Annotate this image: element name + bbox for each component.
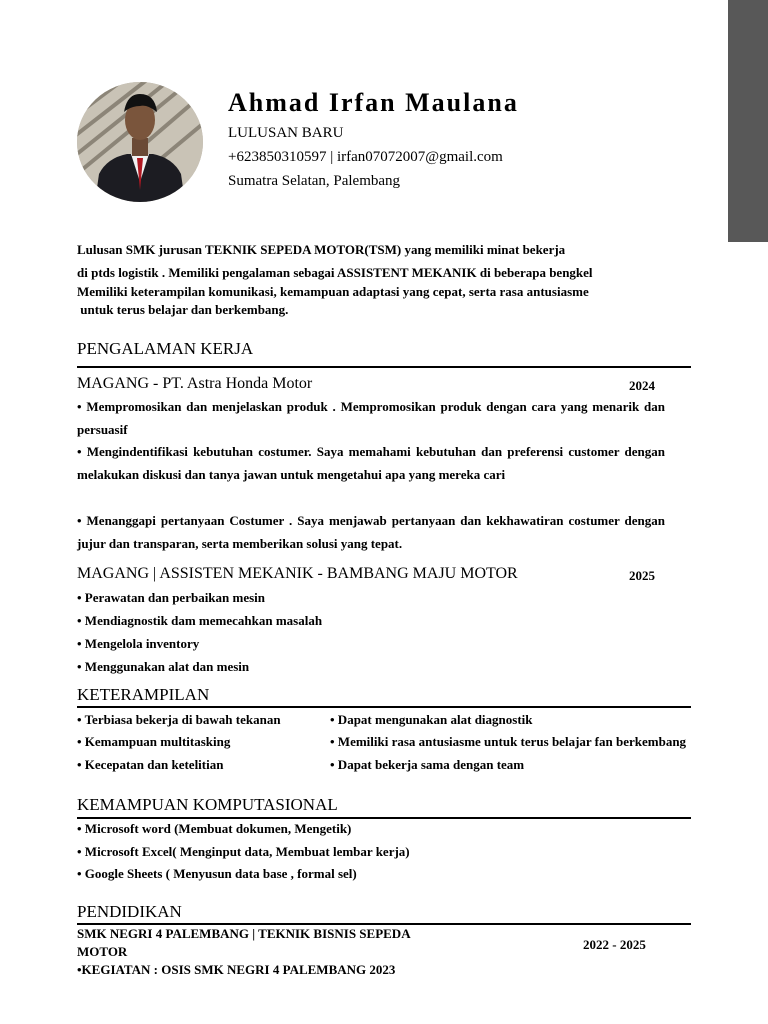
skill-item: • Memiliki rasa antusiasme untuk terus belajar fan berkembang (330, 734, 687, 749)
job-title: MAGANG | ASSISTEN MEKANIK - BAMBANG MAJU MOTOR (77, 565, 518, 582)
job-year: 2025 (629, 568, 655, 583)
location-line: Sumatra Selatan, Palembang (228, 173, 401, 189)
summary-line: Memiliki keterampilan komunikasi, kemampuan adaptasi yang cepat, serta rasa antusiasme (77, 284, 589, 299)
computing-section-title: KEMAMPUAN KOMPUTASIONAL (77, 795, 338, 814)
role-line: LULUSAN BARU (228, 125, 344, 141)
school-name-cont: MOTOR (77, 944, 128, 959)
skill-item: • Dapat bekerja sama dengan team (330, 757, 525, 772)
job-bullet: • Menanggapi pertanyaan Costumer . Saya menjawab pertanyaan dan kekhawatiran costumer dengan jujur dan transparan, serta memberikan solusi yang tepat. (77, 513, 665, 551)
job-bullet: • Mengindentifikasi kebutuhan costumer. Saya memahami kebutuhan dan preferensi customer dengan melakukan diskusi dan tanya jawan untuk mengetahui apa yang mereka cari (77, 444, 665, 482)
education-section-title: PENDIDIKAN (77, 902, 182, 921)
computing-item: • Microsoft Excel( Menginput data, Membuat lembar kerja) (77, 844, 410, 859)
skill-item: • Kemampuan multitasking (77, 734, 231, 749)
skill-item: • Terbiasa bekerja di bawah tekanan (77, 712, 281, 727)
education-years: 2022 - 2025 (583, 937, 646, 952)
education-activity: •KEGIATAN : OSIS SMK NEGRI 4 PALEMBANG 2023 (77, 962, 396, 977)
job-bullet: • Menggunakan alat dan mesin (77, 659, 250, 674)
job-bullet: • Mempromosikan dan menjelaskan produk . Mempromosikan produk dengan cara yang menarik dan persuasif (77, 399, 665, 437)
section-divider (77, 817, 691, 819)
computing-item: • Microsoft word (Membuat dokumen, Mengetik) (77, 821, 352, 836)
contact-line: +623850310597 | irfan07072007@gmail.com (228, 149, 503, 165)
summary-line: Lulusan SMK jurusan TEKNIK SEPEDA MOTOR(TSM) yang memiliki minat bekerja (77, 242, 566, 257)
job-bullet: • Mendiagnostik dam memecahkan masalah (77, 613, 323, 628)
job-bullet: • Mengelola inventory (77, 636, 200, 651)
job-bullet: • Perawatan dan perbaikan mesin (77, 590, 266, 605)
side-tab (728, 0, 768, 242)
school-name: SMK NEGRI 4 PALEMBANG | TEKNIK BISNIS SEPEDA (77, 926, 411, 941)
skill-item: • Dapat mengunakan alat diagnostik (330, 712, 533, 727)
skills-section-title: KETERAMPILAN (77, 685, 210, 704)
section-divider (77, 923, 691, 925)
job-title: MAGANG - PT. Astra Honda Motor (77, 375, 313, 392)
summary-line: di ptds logistik . Memiliki pengalaman sebagai ASSISTENT MEKANIK di beberapa bengkel (77, 265, 593, 280)
job-year: 2024 (629, 378, 655, 393)
computing-item: • Google Sheets ( Menyusun data base , formal sel) (77, 866, 357, 881)
skill-item: • Kecepatan dan ketelitian (77, 757, 224, 772)
candidate-name: Ahmad Irfan Maulana (228, 88, 519, 117)
experience-section-title: PENGALAMAN KERJA (77, 339, 254, 358)
summary-line: untuk terus belajar dan berkembang. (77, 302, 289, 317)
section-divider (77, 366, 691, 368)
profile-photo (77, 82, 203, 202)
section-divider (77, 706, 691, 708)
